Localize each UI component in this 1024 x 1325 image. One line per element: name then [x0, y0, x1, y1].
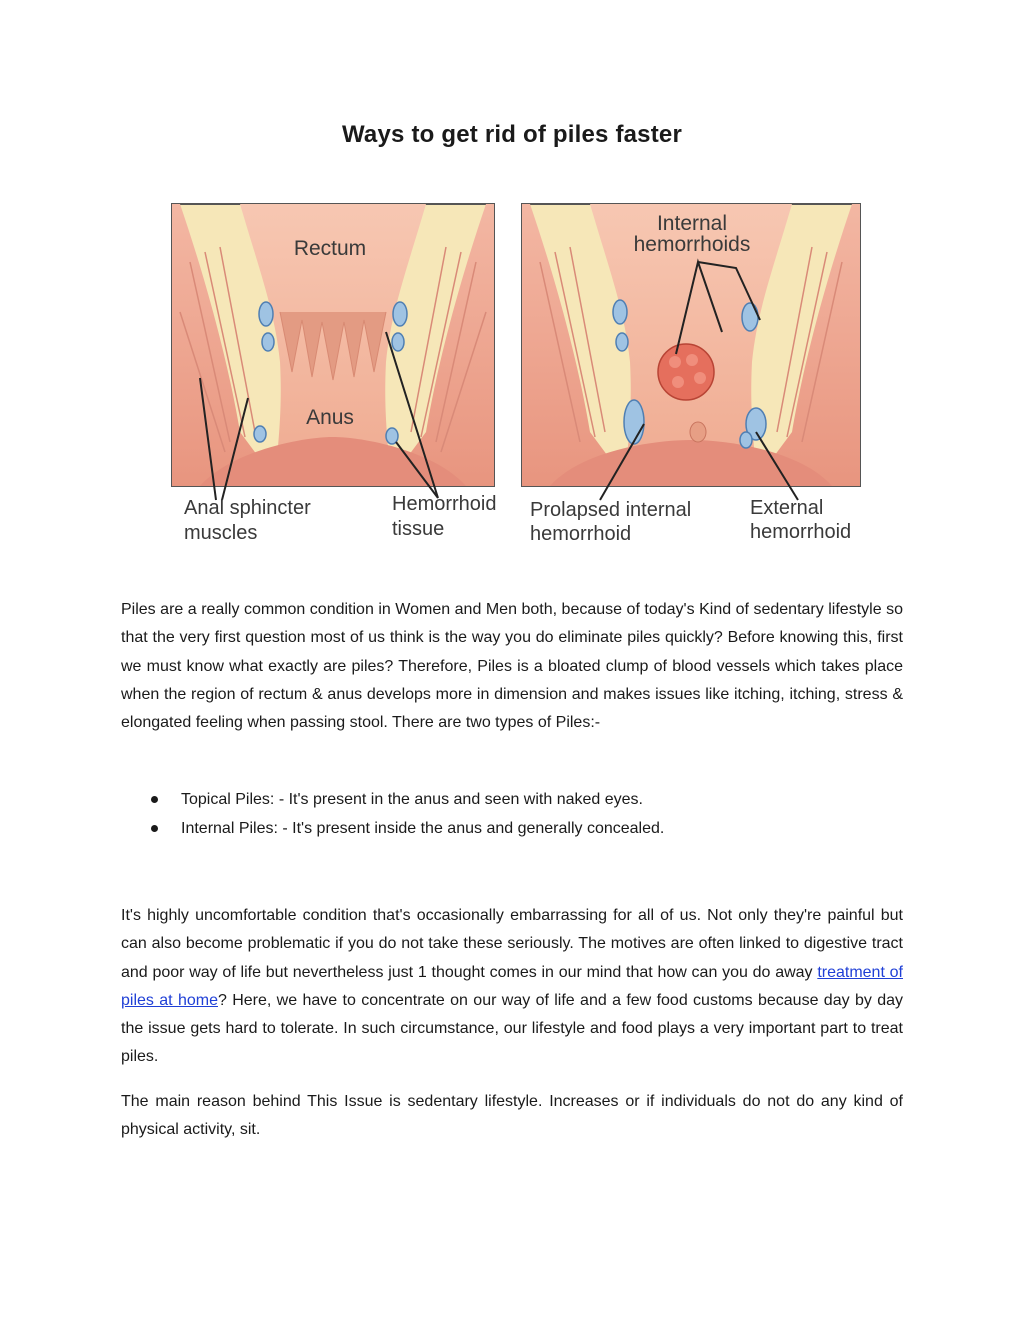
bullet-icon	[151, 796, 158, 803]
second-paragraph-text-a: It's highly uncomfortable condition that's occasionally embarrassing for all of us. Not only they're painful but can also become problematic if you do not take these seriously. The motives are often linked to digestive tract and poor way of life but nevertheless just 1 thought comes in our mind that how can you do away	[121, 907, 903, 981]
third-paragraph: The main reason behind This Issue is sedentary lifestyle. Increases or if individuals do not do any kind of physical activity, sit.	[121, 1093, 903, 1139]
external-label-2: hemorrhoid	[750, 521, 852, 543]
hemorrhoid-tissue-label-1: Hemorrhoid	[392, 493, 497, 515]
prolapsed-label-1: Prolapsed internal	[530, 499, 692, 521]
list-item-text: Internal Piles: - It's present inside the anus and generally concealed.	[181, 820, 665, 837]
second-paragraph	[121, 902, 903, 1072]
intro-paragraph: Piles are a really common condition in Women and Men both, because of today's Kind of sedentary lifestyle so that the very first question most of us think is the way you do eliminate piles quickly? Before knowing this, first we must know what exactly are piles? Therefore, Piles is a bloated clump of blood vessels which takes place when the region of rectum & anus develops more in dimension and makes issues like itching, itching, stress & elongated feeling when passing stool. There are two types of Piles:-	[121, 601, 903, 732]
internal-hemorrhoids-label-2: hemorrhoids	[633, 233, 751, 256]
prolapsed-label-2: hemorrhoid	[530, 523, 632, 545]
treatment-link[interactable]: treatment of piles at home	[121, 963, 903, 1009]
rectum-label: Rectum	[293, 237, 367, 260]
sphincter-label-1: Anal sphincter	[184, 497, 311, 519]
list-item	[121, 785, 903, 814]
hemorrhoid-anatomy-figure	[170, 202, 870, 547]
internal-hemorrhoids-label-1: Internal	[656, 212, 728, 235]
page-title: Ways to get rid of piles faster	[341, 121, 683, 148]
list-item	[121, 814, 903, 843]
bullet-icon	[151, 825, 158, 832]
anus-label: Anus	[306, 406, 354, 429]
external-label-1: External	[750, 497, 824, 519]
hemorrhoid-tissue-label-2: tissue	[392, 518, 445, 540]
list-item-text: Topical Piles: - It's present in the anus and seen with naked eyes.	[181, 791, 643, 808]
sphincter-label-2: muscles	[184, 522, 258, 544]
piles-types-list	[121, 785, 903, 843]
second-paragraph-text-b: ? Here, we have to concentrate on our way of life and a few food customs because day by day the issue gets hard to tolerate. In such circumstance, our lifestyle and food plays a very important part to treat piles.	[121, 991, 903, 1066]
